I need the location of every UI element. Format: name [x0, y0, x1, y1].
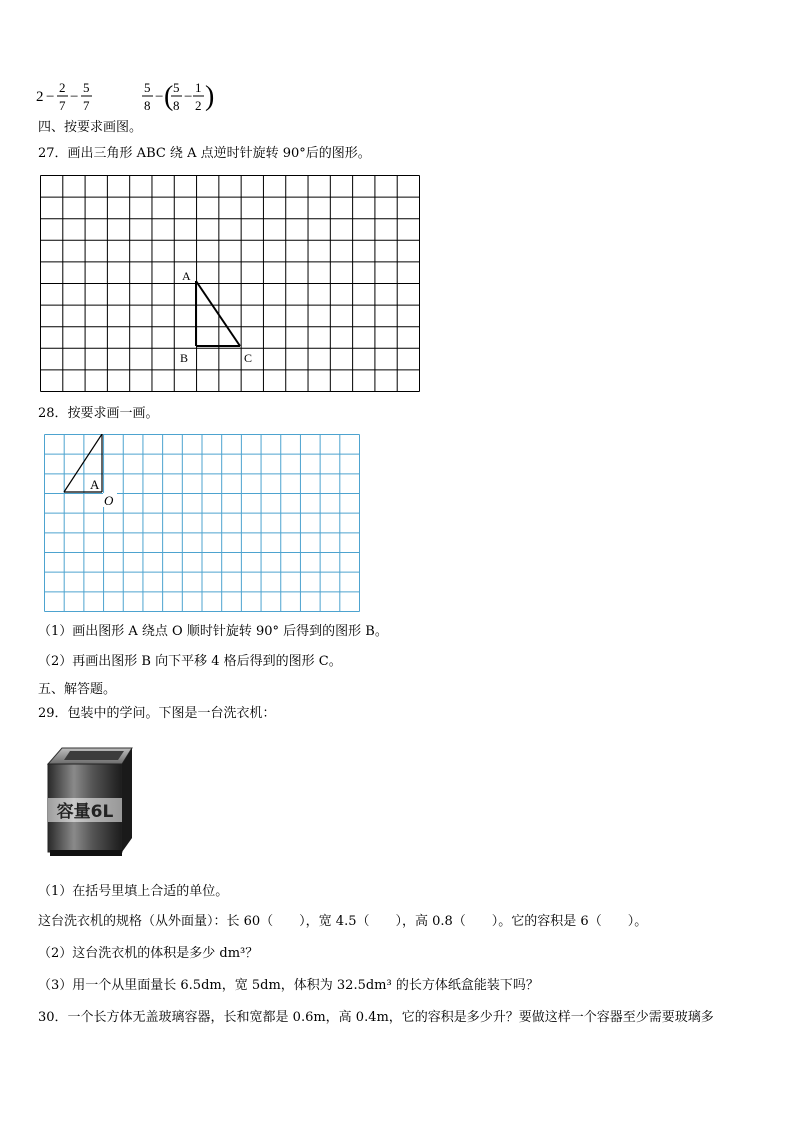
q28-sub2: （2）再画出图形 B 向下平移 4 格后得到的图形 C。 [38, 654, 342, 669]
expr2-frac3-num: 1 [195, 80, 202, 95]
q28-text: 28．按要求画一画。 [38, 406, 159, 421]
q27-label-c: C [244, 351, 253, 365]
expr2-frac1-num: 5 [144, 80, 151, 95]
expression-2 [140, 78, 220, 114]
expr1-frac2-num: 5 [83, 80, 90, 95]
expr1-minus-2: − [70, 89, 79, 105]
q29-spec: 这台洗衣机的规格（从外面量）：长 60（ ），宽 4.5（ ），高 0.8（ ）。它的容积是 6（ ）。 [38, 914, 648, 929]
expr2-minus-2: − [184, 89, 193, 105]
expr1-minus-1: − [46, 89, 55, 105]
q28-sub1: （1）画出图形 A 绕点 O 顺时针旋转 90° 后得到的图形 B。 [38, 624, 388, 639]
q27-label-b: B [180, 351, 189, 365]
q28-label-o: O [104, 493, 114, 508]
expr2-frac2-num: 5 [173, 80, 180, 95]
expr1-frac1-num: 2 [59, 80, 66, 95]
q27-grid [40, 175, 420, 392]
q29-text: 29．包装中的学问。下图是一台洗衣机： [38, 706, 276, 721]
expr2-right-paren: ) [205, 81, 215, 112]
section-5-heading: 五、解答题。 [38, 682, 117, 697]
q28-grid [44, 434, 360, 612]
q27-label-a: A [182, 269, 191, 283]
expr2-left-paren: ( [164, 81, 174, 112]
expr1-whole: 2 [36, 89, 44, 105]
expr1-frac2-den: 7 [83, 98, 90, 113]
q29-sub2: （2）这台洗衣机的体积是多少 dm³？ [38, 946, 259, 961]
q30-text: 30．一个长方体无盖玻璃容器，长和宽都是 0.6m，高 0.4m，它的容积是多少升？要做这样一个容器至少需要玻璃多 [38, 1010, 714, 1025]
q29-sub3: （3）用一个从里面量长 6.5dm，宽 5dm，体积为 32.5dm³ 的长方体纸盒能装下吗？ [38, 978, 539, 993]
expr2-frac2-den: 8 [173, 98, 180, 113]
washing-machine-image [40, 742, 136, 858]
q28-label-a: A [90, 477, 100, 492]
expr1-frac1-den: 7 [59, 98, 66, 113]
expr2-frac3-den: 2 [195, 98, 202, 113]
q29-sub1: （1）在括号里填上合适的单位。 [38, 884, 229, 899]
washing-machine-label: 容量6L [56, 802, 114, 822]
section-4-heading: 四、按要求画图。 [38, 120, 143, 135]
expression-1 [34, 78, 104, 114]
expr2-minus-1: − [155, 89, 164, 105]
expr2-frac1-den: 8 [144, 98, 151, 113]
q27-text: 27．画出三角形 ABC 绕 A 点逆时针旋转 90°后的图形。 [38, 146, 371, 161]
q27-triangle [196, 281, 240, 346]
